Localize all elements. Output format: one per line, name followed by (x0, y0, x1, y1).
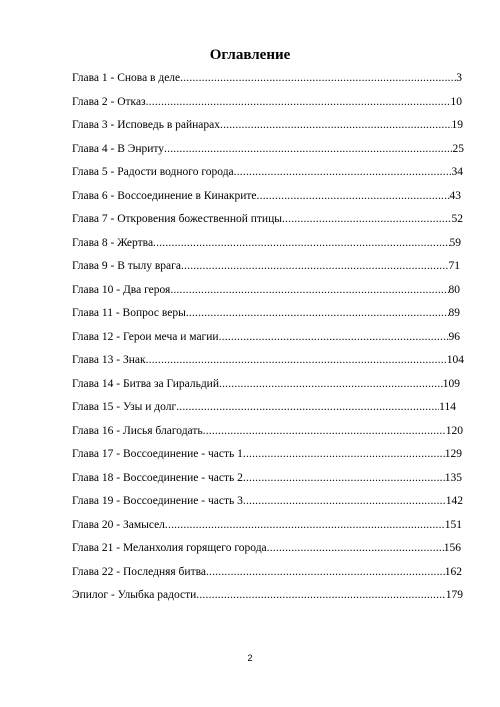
toc-entry-chapter-8[interactable] (72, 236, 461, 260)
dot-leader (243, 447, 445, 461)
toc-entry-label: Эпилог - Улыбка радости (72, 589, 197, 601)
toc-entry-label: Глава 22 - Последняя битва (72, 565, 206, 578)
toc-entry-label: Глава 17 - Воссоединение - часть 1 (72, 448, 243, 460)
toc-entry-label: Глава 15 - Узы и долг (72, 401, 177, 413)
dot-leader (267, 541, 444, 555)
toc-entry-label: Глава 12 - Герои меча и магии (72, 330, 219, 343)
dot-leader (146, 353, 447, 367)
toc-entry-label: Глава 18 - Воссоединение - часть 2 (72, 471, 243, 484)
toc-entry-label: Глава 13 - Знак (72, 354, 146, 366)
toc-entry-page: 71 (448, 260, 460, 272)
toc-entry-page: 104 (446, 354, 464, 366)
toc-entry-label: Глава 14 - Битва за Гиральдий (72, 377, 219, 390)
dot-leader (206, 565, 445, 579)
toc-entry-page: 129 (444, 448, 462, 460)
toc-entry-page: 142 (445, 495, 463, 507)
toc-entry-label: Глава 8 - Жертва (72, 236, 154, 249)
toc-entry-label: Глава 2 - Отказ (72, 95, 146, 108)
toc-entry-chapter-14[interactable] (72, 377, 460, 401)
dot-leader (220, 118, 452, 132)
toc-entry-page: 10 (450, 95, 462, 108)
dot-leader (282, 212, 452, 226)
toc-entry-page: 120 (445, 424, 463, 437)
toc-entry-page: 3 (456, 72, 462, 84)
dot-leader (203, 424, 446, 438)
toc-entry-label: Глава 3 - Исповедь в райнарах (72, 119, 220, 131)
toc-entry-page: 34 (451, 166, 463, 178)
toc-entry-label: Глава 6 - Воссоединение в Кинакрите (72, 189, 257, 202)
toc-entry-chapter-19[interactable] (72, 494, 463, 518)
toc-entry-chapter-4[interactable] (72, 142, 464, 166)
dot-leader (165, 518, 445, 532)
toc-entry-page: 151 (444, 518, 462, 531)
dot-leader (196, 588, 445, 602)
toc-entry-chapter-2[interactable] (72, 95, 462, 119)
toc-entry-page: 109 (442, 377, 460, 390)
toc-entry-label: Глава 21 - Меланхолия горящего города (72, 542, 267, 554)
dot-leader (146, 95, 451, 109)
dot-leader (219, 330, 449, 344)
dot-leader (243, 494, 446, 508)
toc-entry-page: 156 (443, 542, 461, 554)
toc-entry-label: Глава 1 - Снова в деле (72, 72, 181, 84)
toc-entry-label: Глава 19 - Воссоединение - часть 3 (72, 495, 243, 507)
toc-entry-chapter-22[interactable] (72, 565, 462, 589)
toc-entry-chapter-5[interactable] (72, 165, 463, 189)
toc-entry-label: Глава 20 - Замысел (72, 518, 165, 531)
toc-entry-page: 19 (451, 119, 463, 131)
toc-entry-chapter-17[interactable] (72, 447, 462, 471)
dot-leader (180, 71, 456, 85)
dot-leader (170, 283, 448, 297)
toc-entry-page: 89 (448, 307, 460, 319)
toc-entry-chapter-9[interactable] (72, 259, 460, 283)
page-number: 2 (247, 653, 253, 663)
dot-leader (176, 400, 439, 414)
toc-entry-chapter-3[interactable] (72, 118, 463, 142)
dot-leader (234, 165, 452, 179)
toc-entry-page: 162 (444, 565, 462, 578)
toc-entry-chapter-21[interactable] (72, 541, 461, 565)
toc-entry-page: 52 (451, 213, 463, 225)
dot-leader (153, 236, 449, 250)
toc-entry-label: Глава 5 - Радости водного города (72, 166, 234, 178)
toc-entry-label: Глава 9 - В тылу врага (72, 260, 181, 272)
toc-entry-label: Глава 11 - Вопрос веры (72, 307, 186, 319)
dot-leader (243, 471, 445, 485)
toc-entry-chapter-13[interactable] (72, 353, 464, 377)
toc-entry-chapter-20[interactable] (72, 518, 462, 542)
dot-leader (219, 377, 443, 391)
toc-entry-chapter-10[interactable] (72, 283, 460, 307)
dot-leader (186, 306, 449, 320)
toc-title: Оглавление (209, 47, 291, 63)
dot-leader (164, 142, 452, 156)
toc-entry-label: Глава 10 - Два героя (72, 283, 171, 296)
toc-entry-page: 135 (444, 471, 462, 484)
toc-entry-page: 80 (448, 283, 460, 296)
toc-entry-label: Глава 7 - Откровения божественной птицы (72, 213, 282, 225)
toc-entry-page: 96 (448, 330, 460, 343)
toc-list (72, 71, 462, 612)
toc-entry-chapter-16[interactable] (72, 424, 463, 448)
toc-entry-chapter-7[interactable] (72, 212, 463, 236)
toc-entry-page: 25 (452, 142, 464, 155)
toc-entry-chapter-6[interactable] (72, 189, 461, 213)
toc-entry-chapter-15[interactable] (72, 400, 456, 424)
toc-entry-chapter-11[interactable] (72, 306, 460, 330)
toc-entry-page: 59 (449, 236, 461, 249)
toc-entry-page: 179 (445, 589, 463, 601)
toc-entry-chapter-1[interactable] (72, 71, 462, 95)
dot-leader (257, 189, 450, 203)
toc-entry-page: 43 (449, 189, 461, 202)
toc-entry-epilogue[interactable] (72, 588, 463, 612)
toc-entry-label: Глава 16 - Лисья благодать (72, 424, 203, 437)
toc-entry-label: Глава 4 - В Энриту (72, 142, 165, 155)
toc-entry-chapter-18[interactable] (72, 471, 462, 495)
toc-entry-chapter-12[interactable] (72, 330, 460, 354)
dot-leader (181, 259, 449, 273)
toc-entry-page: 114 (439, 401, 456, 413)
